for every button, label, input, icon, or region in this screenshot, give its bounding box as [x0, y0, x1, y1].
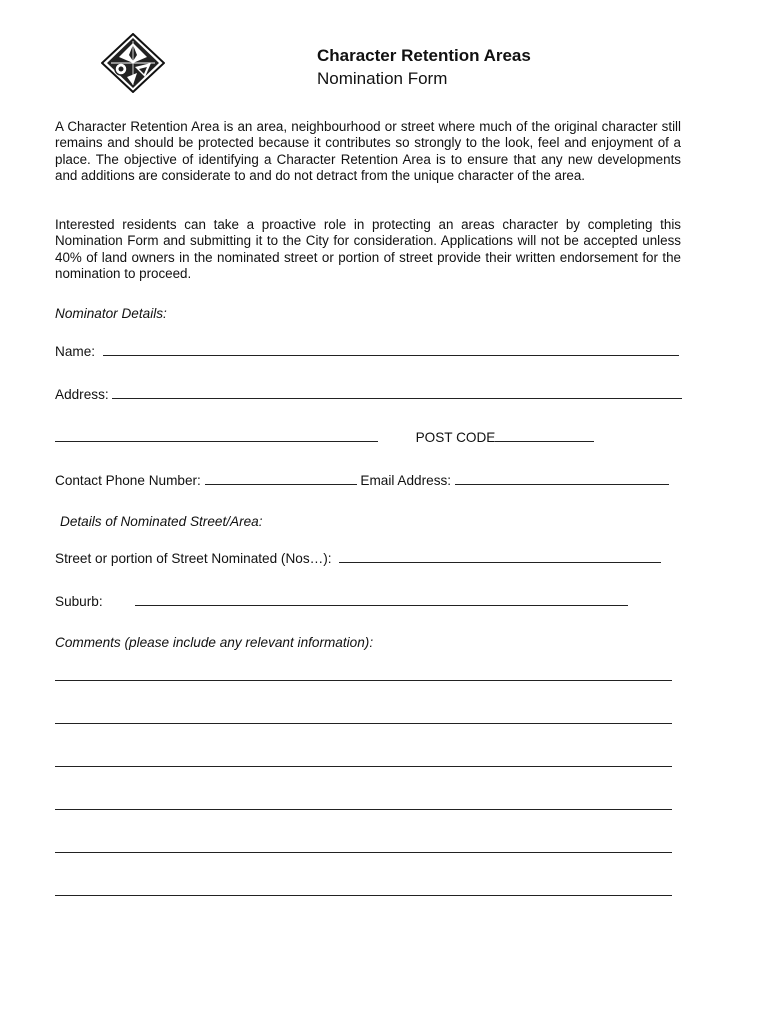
comments-line-4[interactable] [55, 809, 672, 810]
phone-field[interactable] [205, 471, 357, 485]
email-field[interactable] [455, 471, 669, 485]
street-row [55, 549, 661, 568]
comments-heading: Comments (please include any relevant information): [55, 635, 374, 650]
street-label: Street or portion of Street Nominated (Nos…): [55, 551, 332, 566]
email-label: Email Address: [360, 473, 452, 488]
diamond-emblem-icon [101, 33, 165, 93]
contact-row [55, 471, 669, 490]
postcode-field[interactable] [495, 428, 594, 442]
comments-line-5[interactable] [55, 852, 672, 853]
name-row [55, 342, 679, 361]
address-line-2-row [55, 428, 594, 447]
address-row [55, 385, 682, 404]
postcode-label: POST CODE [415, 430, 496, 445]
document-title: Character Retention Areas [317, 46, 531, 65]
comments-line-1[interactable] [55, 680, 672, 681]
header [317, 45, 531, 91]
document-subtitle: Nomination Form [317, 69, 448, 88]
address-field[interactable] [112, 385, 682, 399]
address-line-2-field[interactable] [55, 428, 378, 442]
suburb-field[interactable] [135, 592, 628, 606]
name-label: Name: [55, 344, 96, 359]
suburb-row [55, 592, 628, 611]
name-field[interactable] [103, 342, 679, 356]
comments-line-6[interactable] [55, 895, 672, 896]
comments-line-2[interactable] [55, 723, 672, 724]
nominator-details-heading: Nominator Details: [55, 306, 167, 321]
comments-line-3[interactable] [55, 766, 672, 767]
nominated-street-heading: Details of Nominated Street/Area: [60, 514, 263, 529]
address-label: Address: [55, 387, 109, 402]
suburb-label: Suburb: [55, 594, 103, 609]
street-field[interactable] [339, 549, 661, 563]
intro-paragraph-1: A Character Retention Area is an area, neighbourhood or street where much of the original character still remains and should be protected because it contributes so strongly to the look, feel and enjoyment of a place. The objective of identifying a Character Retention Area is to ensure that any new developments and additions are considerate to and do not detract from the unique character of the area. [55, 119, 681, 184]
phone-label: Contact Phone Number: [55, 473, 201, 488]
intro-paragraph-2: Interested residents can take a proactive role in protecting an areas character by completing this Nomination Form and submitting it to the City for consideration. Applications will not be accepted unless 40% of land owners in the nominated street or portion of street provide their written endorsement for the nomination to proceed. [55, 217, 681, 282]
